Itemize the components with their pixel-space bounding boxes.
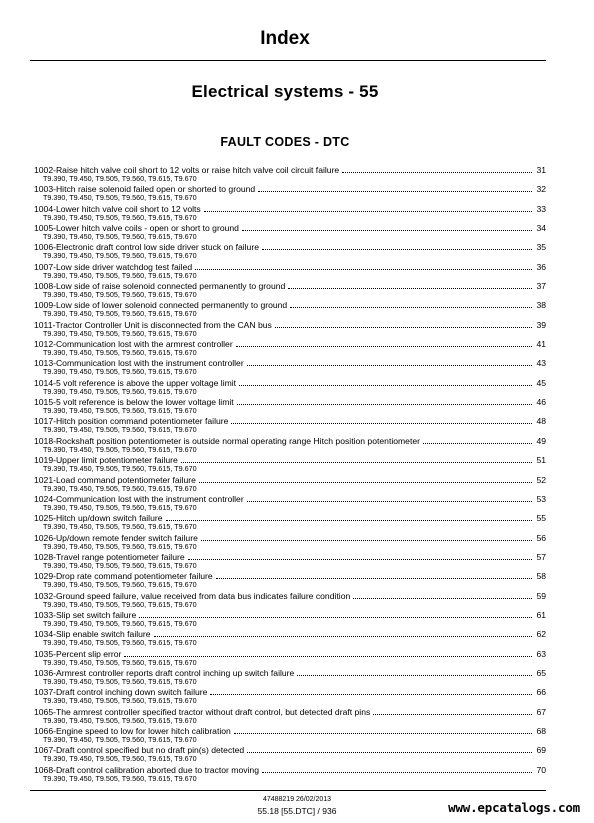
dot-leader [188,552,532,560]
entry-title[interactable]: 1065-The armrest controller specified tractor without draft control, but detected draft pins [34,706,371,717]
entry-title[interactable]: 1024-Communication lost with the instrument controller [34,493,244,504]
index-entry[interactable] [34,397,546,416]
entry-models: T9.390, T9.450, T9.505, T9.560, T9.615, T9.670 [43,251,197,261]
entry-title[interactable]: 1033-Slip set switch failure [34,609,137,620]
index-entry[interactable] [34,571,546,590]
entry-page-number[interactable]: 53 [536,493,546,504]
entry-page-number[interactable]: 34 [536,223,546,234]
entry-models: T9.390, T9.450, T9.505, T9.560, T9.615, T9.670 [43,232,197,242]
dot-leader [297,668,532,676]
index-entry[interactable] [34,668,546,687]
header-divider [30,60,546,61]
document-info: 47488219 26/02/2013 [262,796,332,803]
entry-models: T9.390, T9.450, T9.505, T9.560, T9.615, T9.670 [43,541,197,551]
entry-title[interactable]: 1018-Rockshaft position potentiometer is outside normal operating range Hitch position potentiometer [34,435,420,446]
index-entry[interactable] [34,610,546,629]
entry-page-number[interactable]: 52 [536,474,546,485]
index-entry[interactable] [34,223,546,242]
entry-models: T9.390, T9.450, T9.505, T9.560, T9.615, T9.670 [43,348,197,358]
entry-page-number[interactable]: 57 [536,551,546,562]
dot-leader [231,416,532,424]
dot-leader [353,591,532,599]
entry-title[interactable]: 1009-Low side of lower solenoid connected permanently to ground [34,300,288,311]
dot-leader [242,223,532,231]
page-reference: 55.18 [55.DTC] / 936 [257,806,337,816]
index-entry[interactable] [34,475,546,494]
entry-title[interactable]: 1021-Load command potentiometer failure [34,474,196,485]
entry-page-number[interactable]: 63 [536,648,546,659]
entry-title[interactable]: 1035-Percent slip error [34,648,122,659]
index-entry[interactable] [34,165,546,184]
dot-leader [234,726,532,734]
dot-leader [201,533,532,541]
entry-page-number[interactable]: 43 [536,358,546,369]
dot-leader [154,629,532,637]
entry-models: T9.390, T9.450, T9.505, T9.560, T9.615, T9.670 [43,502,197,512]
index-entry-list [34,165,546,784]
entry-page-number[interactable]: 61 [536,609,546,620]
entry-page-number[interactable]: 59 [536,590,546,601]
entry-title[interactable]: 1003-Hitch raise solenoid failed open or shorted to ground [34,184,256,195]
dot-leader [342,165,532,173]
entry-models: T9.390, T9.450, T9.505, T9.560, T9.615, T9.670 [43,618,197,628]
entry-models: T9.390, T9.450, T9.505, T9.560, T9.615, T9.670 [43,367,197,377]
index-entry[interactable] [34,242,546,261]
index-entry[interactable] [34,262,546,281]
entry-models: T9.390, T9.450, T9.505, T9.560, T9.615, T9.670 [43,386,197,396]
entry-page-number[interactable]: 35 [536,242,546,253]
index-entry[interactable] [34,513,546,532]
entry-models: T9.390, T9.450, T9.505, T9.560, T9.615, T9.670 [43,464,197,474]
index-entry[interactable] [34,416,546,435]
index-entry[interactable] [34,436,546,455]
dot-leader [247,358,532,366]
index-entry[interactable] [34,552,546,571]
entry-page-number[interactable]: 48 [536,416,546,427]
entry-models: T9.390, T9.450, T9.505, T9.560, T9.615, T9.670 [43,212,197,222]
entry-page-number[interactable]: 62 [536,629,546,640]
entry-page-number[interactable]: 39 [536,319,546,330]
index-entry[interactable] [34,339,546,358]
entry-models: T9.390, T9.450, T9.505, T9.560, T9.615, T9.670 [43,483,197,493]
entry-page-number[interactable]: 70 [536,764,546,775]
dot-leader [124,649,532,657]
entry-page-number[interactable]: 49 [536,435,546,446]
index-entry[interactable] [34,726,546,745]
entry-models: T9.390, T9.450, T9.505, T9.560, T9.615, T9.670 [43,715,197,725]
entry-page-number[interactable]: 68 [536,725,546,736]
entry-title[interactable]: 1015-5 volt reference is below the lower voltage limit [34,397,234,408]
entry-title[interactable]: 1006-Electronic draft control low side driver stuck on failure [34,242,259,253]
entry-title[interactable]: 1011-Tractor Controller Unit is disconnected from the CAN bus [34,319,272,330]
entry-models: T9.390, T9.450, T9.505, T9.560, T9.615, T9.670 [43,638,197,648]
entry-title[interactable]: 1005-Lower hitch valve coils - open or short to ground [34,223,239,234]
section-title: Electrical systems - 55 [191,82,379,101]
dot-leader [210,687,532,695]
entry-page-number[interactable]: 67 [536,706,546,717]
entry-page-number[interactable]: 58 [536,571,546,582]
index-entry[interactable] [34,687,546,706]
entry-page-number[interactable]: 38 [536,300,546,311]
entry-models: T9.390, T9.450, T9.505, T9.560, T9.615, T9.670 [43,773,197,783]
entry-models: T9.390, T9.450, T9.505, T9.560, T9.615, T9.670 [43,676,197,686]
entry-page-number[interactable]: 36 [536,261,546,272]
dot-leader [239,378,532,386]
entry-title[interactable]: 1013-Communication lost with the instrument controller [34,358,244,369]
dot-leader [290,300,532,308]
entry-title[interactable]: 1004-Lower hitch valve coil short to 12 volts [34,203,201,214]
entry-page-number[interactable]: 51 [536,455,546,466]
entry-title[interactable]: 1026-Up/down remote fender switch failure [34,532,198,543]
entry-title-line [34,475,546,485]
dot-leader [199,475,532,483]
dot-leader [237,397,532,405]
dot-leader [139,610,532,618]
subsection-title: FAULT CODES - DTC [220,135,350,149]
entry-title[interactable]: 1029-Drop rate command potentiometer failure [34,571,213,582]
entry-title[interactable]: 1007-Low side driver watchdog test failed [34,261,193,272]
entry-models: T9.390, T9.450, T9.505, T9.560, T9.615, T9.670 [43,696,197,706]
entry-title[interactable]: 1066-Engine speed to low for lower hitch calibration [34,725,231,736]
dot-leader [204,204,532,212]
index-entry[interactable] [34,765,546,784]
entry-title[interactable]: 1017-Hitch position command potentiometer failure [34,416,229,427]
index-entry[interactable] [34,629,546,648]
entry-models: T9.390, T9.450, T9.505, T9.560, T9.615, T9.670 [43,406,197,416]
dot-leader [195,262,532,270]
index-entry[interactable] [34,649,546,668]
dot-leader [262,242,532,250]
entry-models: T9.390, T9.450, T9.505, T9.560, T9.615, T9.670 [43,560,197,570]
entry-models: T9.390, T9.450, T9.505, T9.560, T9.615, T9.670 [43,174,197,183]
entry-title[interactable]: 1067-Draft control specified but no draft pin(s) detected [34,745,245,756]
index-entry[interactable] [34,204,546,223]
page-title: Index [260,28,310,49]
dot-leader [262,765,532,773]
index-entry[interactable] [34,494,546,513]
entry-page-number[interactable]: 66 [536,687,546,698]
entry-models: T9.390, T9.450, T9.505, T9.560, T9.615, T9.670 [43,580,197,590]
entry-page-number[interactable]: 65 [536,667,546,678]
entry-models: T9.390, T9.450, T9.505, T9.560, T9.615, T9.670 [43,425,197,435]
entry-title[interactable]: 1068-Draft control calibration aborted due to tractor moving [34,764,259,775]
footer-divider [30,790,546,791]
entry-page-number[interactable]: 41 [536,339,546,350]
entry-models: T9.390, T9.450, T9.505, T9.560, T9.615, T9.670 [43,270,197,280]
entry-models: T9.390, T9.450, T9.505, T9.560, T9.615, T9.670 [43,444,197,454]
entry-title[interactable]: 1008-Low side of raise solenoid connected permanently to ground [34,281,286,292]
entry-page-number[interactable]: 37 [536,281,546,292]
entry-page-number[interactable]: 56 [536,532,546,543]
dot-leader [181,455,532,463]
index-entry[interactable] [34,281,546,300]
dot-leader [247,745,532,753]
entry-page-number[interactable]: 69 [536,745,546,756]
entry-title[interactable]: 1025-Hitch up/down switch failure [34,513,163,524]
dot-leader [288,281,532,289]
watermark-url: www.epcatalogs.com [448,800,580,815]
entry-models: T9.390, T9.450, T9.505, T9.560, T9.615, T9.670 [43,193,197,203]
entry-models: T9.390, T9.450, T9.505, T9.560, T9.615, T9.670 [43,309,197,319]
entry-models: T9.390, T9.450, T9.505, T9.560, T9.615, T9.670 [43,328,197,338]
entry-title[interactable]: 1036-Armrest controller reports draft control inching up switch failure [34,667,295,678]
index-entry[interactable] [34,184,546,203]
index-entry[interactable] [34,300,546,319]
entry-page-number[interactable]: 32 [536,184,546,195]
dot-leader [258,184,532,192]
entry-title[interactable]: 1014-5 volt reference is above the upper voltage limit [34,377,237,388]
index-entry[interactable] [34,707,546,726]
entry-title[interactable]: 1012-Communication lost with the armrest controller [34,339,233,350]
entry-models: T9.390, T9.450, T9.505, T9.560, T9.615, T9.670 [43,754,197,764]
entry-title[interactable]: 1028-Travel range potentiometer failure [34,551,185,562]
index-entry[interactable] [34,745,546,764]
index-entry[interactable] [34,358,546,377]
entry-models: T9.390, T9.450, T9.505, T9.560, T9.615, T9.670 [43,522,197,532]
entry-title[interactable]: 1037-Draft control inching down switch failure [34,687,208,698]
index-entry[interactable] [34,378,546,397]
dot-leader [275,320,532,328]
entry-models: T9.390, T9.450, T9.505, T9.560, T9.615, T9.670 [43,734,197,744]
dot-leader [423,436,532,444]
dot-leader [247,494,532,502]
index-entry[interactable] [34,455,546,474]
dot-leader [166,513,533,521]
dot-leader [373,707,532,715]
entry-title[interactable]: 1002-Raise hitch valve coil short to 12 volts or raise hitch valve coil circuit failure [34,165,340,175]
entry-page-number[interactable]: 33 [536,203,546,214]
entry-page-number[interactable]: 45 [536,377,546,388]
entry-page-number[interactable]: 55 [536,513,546,524]
entry-title[interactable]: 1019-Upper limit potentiometer failure [34,455,178,466]
entry-models: T9.390, T9.450, T9.505, T9.560, T9.615, T9.670 [43,599,197,609]
entry-title[interactable]: 1032-Ground speed failure, value received from data bus indicates failure condition [34,590,351,601]
index-entry[interactable] [34,320,546,339]
entry-page-number[interactable]: 46 [536,397,546,408]
entry-models: T9.390, T9.450, T9.505, T9.560, T9.615, T9.670 [43,290,197,300]
entry-models: T9.390, T9.450, T9.505, T9.560, T9.615, T9.670 [43,657,197,667]
entry-title[interactable]: 1034-Slip enable switch failure [34,629,151,640]
dot-leader [236,339,532,347]
index-entry[interactable] [34,533,546,552]
entry-page-number[interactable]: 31 [536,165,546,175]
dot-leader [216,571,532,579]
index-entry[interactable] [34,591,546,610]
